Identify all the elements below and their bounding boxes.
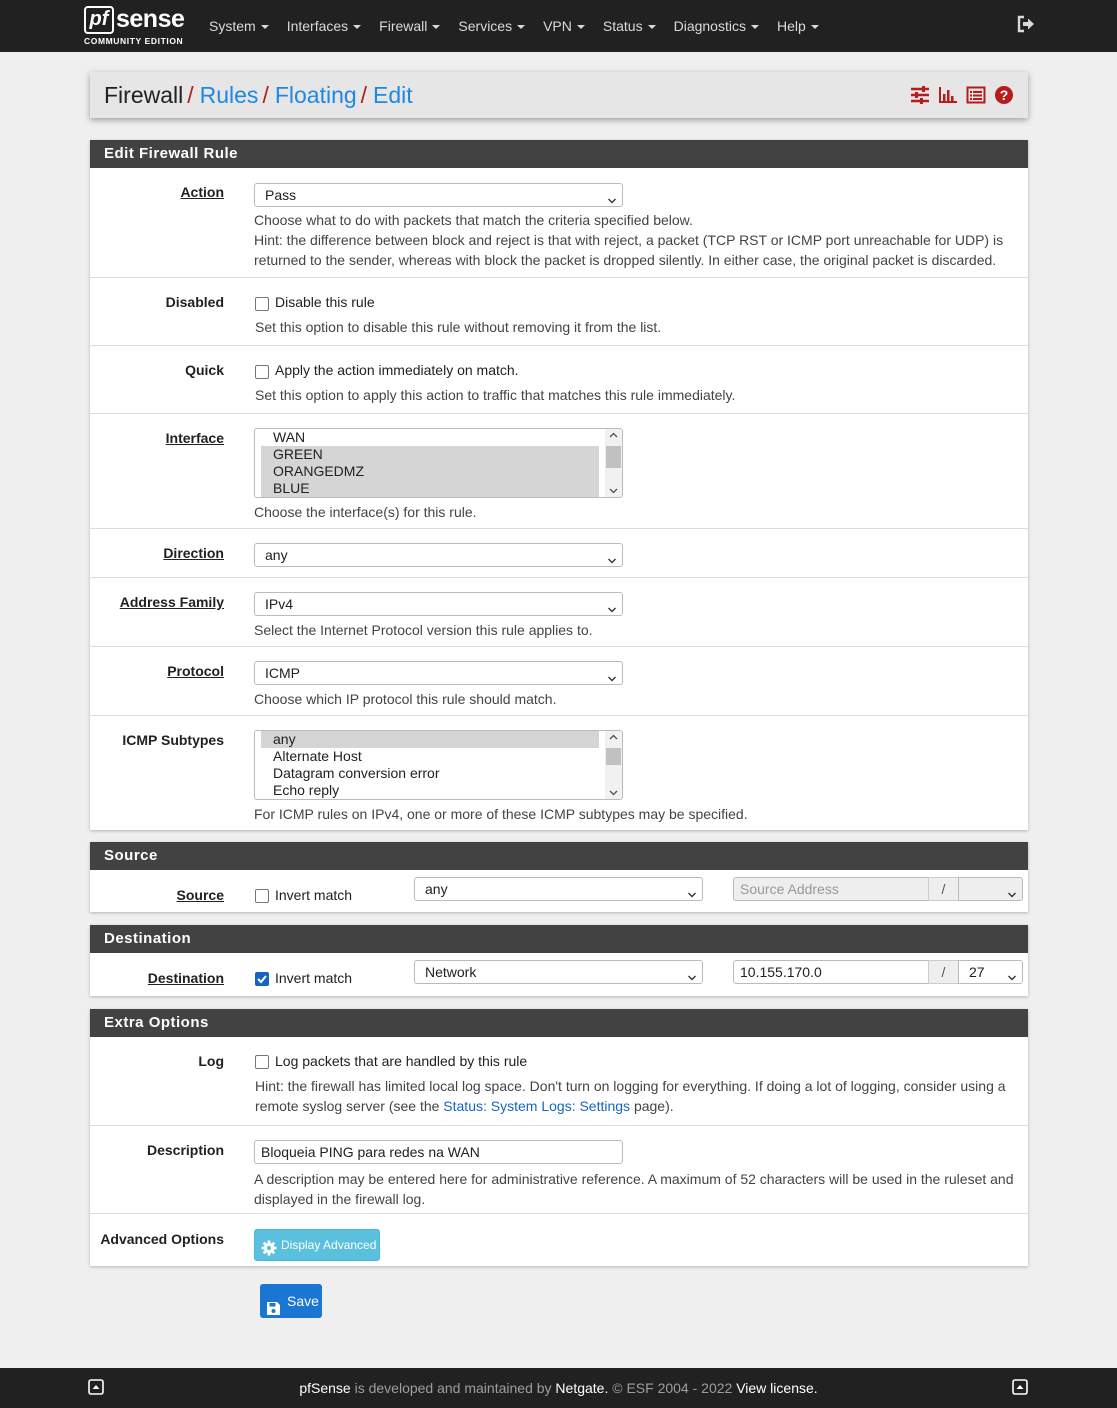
log-hint-text: remote syslog server (see the <box>255 1098 444 1114</box>
footer-text <box>0 1380 1117 1396</box>
chevron-down-icon <box>688 886 696 894</box>
destination-mask-value: 27 <box>969 964 985 980</box>
destination-row <box>90 953 1028 996</box>
log-label: Log <box>198 1053 224 1069</box>
action-row <box>90 168 1028 277</box>
log-row <box>90 1037 1028 1125</box>
advanced-options-label: Advanced Options <box>100 1231 224 1247</box>
destination-invert-checkbox[interactable] <box>255 972 269 986</box>
top-navbar <box>0 0 1117 52</box>
icmp-subtypes-multiselect[interactable] <box>254 730 623 800</box>
panel-heading: Source <box>90 842 1028 870</box>
extra-options-panel <box>90 1009 1028 1266</box>
footer-copyright: © ESF 2004 - 2022 <box>608 1380 737 1396</box>
destination-slash-addon: / <box>928 960 959 984</box>
breadcrumb-separator: / <box>360 82 368 108</box>
description-row <box>90 1125 1028 1213</box>
protocol-value: ICMP <box>265 665 300 681</box>
source-slash-addon: / <box>928 877 959 901</box>
action-select[interactable] <box>254 183 623 207</box>
protocol-label: Protocol <box>167 663 224 679</box>
chevron-down-icon <box>608 552 616 560</box>
menu-system[interactable]: System <box>200 18 278 34</box>
destination-type-select[interactable] <box>414 960 703 984</box>
menu-interfaces[interactable]: Interfaces <box>278 18 370 34</box>
quick-row <box>90 345 1028 413</box>
interface-option[interactable]: WAN <box>273 429 306 445</box>
destination-panel <box>90 925 1028 996</box>
quick-checkbox[interactable] <box>255 365 269 379</box>
description-input[interactable]: Bloqueia PING para redes na WAN <box>254 1140 623 1164</box>
footer-company-link[interactable]: Netgate. <box>555 1380 609 1396</box>
save-label: Save <box>287 1293 319 1309</box>
display-advanced-button[interactable] <box>254 1229 380 1261</box>
caret-down-icon <box>751 25 759 29</box>
caret-down-icon <box>432 25 440 29</box>
breadcrumb-separator: / <box>187 82 194 108</box>
source-label: Source <box>176 887 224 903</box>
destination-type-value: Network <box>425 964 477 980</box>
gear-icon <box>261 1237 277 1253</box>
breadcrumb-bar <box>90 72 1028 118</box>
interface-option[interactable]: GREEN <box>261 446 599 463</box>
disabled-label: Disabled <box>165 294 224 310</box>
interface-row <box>90 413 1028 528</box>
chevron-down-icon <box>608 670 616 678</box>
source-type-select[interactable] <box>414 877 703 901</box>
caret-down-icon <box>353 25 361 29</box>
destination-address-input[interactable]: 10.155.170.0 <box>733 960 929 984</box>
menu-help[interactable]: Help <box>768 18 828 34</box>
interface-help: Choose the interface(s) for this rule. <box>254 504 477 520</box>
breadcrumb-separator: / <box>262 82 269 108</box>
source-invert-checkbox[interactable] <box>255 889 269 903</box>
address-family-select[interactable] <box>254 592 623 616</box>
icmp-option[interactable]: any <box>261 731 599 748</box>
logo-sense-text: sense <box>116 5 185 33</box>
interface-multiselect[interactable] <box>254 428 623 498</box>
quick-checkbox-label[interactable]: Apply the action immediately on match. <box>275 362 519 378</box>
quick-help: Set this option to apply this action to traffic that matches this rule immediately. <box>255 387 736 403</box>
svg-text:?: ? <box>999 87 1009 103</box>
icmp-option[interactable]: Datagram conversion error <box>273 765 440 781</box>
logout-icon[interactable] <box>1016 14 1036 34</box>
action-value: Pass <box>265 187 297 203</box>
icmp-subtypes-row <box>90 715 1028 830</box>
address-family-label: Address Family <box>119 594 224 610</box>
caret-down-icon <box>811 25 819 29</box>
log-hint-text: page). <box>630 1098 674 1114</box>
caret-down-icon <box>648 25 656 29</box>
chevron-down-icon <box>688 969 696 977</box>
direction-select[interactable] <box>254 543 623 567</box>
panel-heading: Destination <box>90 925 1028 953</box>
interface-option[interactable]: ORANGEDMZ <box>261 463 599 480</box>
caret-down-icon <box>517 25 525 29</box>
source-invert-label[interactable]: Invert match <box>275 887 353 903</box>
address-family-help: Select the Internet Protocol version this rule applies to. <box>254 622 593 638</box>
advanced-options-row <box>90 1213 1028 1266</box>
page-footer <box>0 1368 1117 1408</box>
breadcrumb-rules[interactable]: Rules <box>199 82 259 108</box>
destination-label: Destination <box>147 970 224 986</box>
action-hint-line: Hint: the difference between block and reject is that with reject, a packet (TCP RST or ICMP port unreachable for UDP) is <box>254 232 1004 248</box>
description-help-line: displayed in the firewall log. <box>254 1191 426 1207</box>
interface-option[interactable]: BLUE <box>261 480 599 497</box>
destination-invert-label[interactable]: Invert match <box>275 970 353 986</box>
action-help-line: Choose what to do with packets that match the criteria specified below. <box>254 212 693 228</box>
sliders-icon[interactable] <box>910 85 930 105</box>
log-hint-line: Hint: the firewall has limited local log space. Don't turn on logging for everything. If doing a lot of logging, consider using a <box>255 1078 1006 1094</box>
menu-diagnostics[interactable]: Diagnostics <box>665 18 768 34</box>
footer-text-part: is developed and maintained by <box>350 1380 556 1396</box>
disabled-checkbox-label[interactable]: Disable this rule <box>275 294 375 310</box>
main-menu <box>200 0 828 52</box>
logo-edition: COMMUNITY EDITION <box>84 36 184 46</box>
chevron-down-icon <box>608 601 616 609</box>
disabled-checkbox[interactable] <box>255 297 269 311</box>
action-label: Action <box>180 184 224 200</box>
scrollbar[interactable] <box>605 429 622 497</box>
breadcrumb-edit[interactable]: Edit <box>373 82 413 108</box>
protocol-row <box>90 646 1028 715</box>
source-row <box>90 870 1028 912</box>
menu-status[interactable]: Status <box>594 18 665 34</box>
logo-pf-mark: pf <box>84 6 114 34</box>
action-help <box>254 210 1014 270</box>
icmp-subtypes-label: ICMP Subtypes <box>122 732 224 748</box>
list-log-icon[interactable] <box>966 85 986 105</box>
system-logs-settings-link[interactable]: Status: System Logs: Settings <box>443 1098 631 1114</box>
description-help-line: A description may be entered here for administrative reference. A maximum of 52 characters will be used in the ruleset and <box>254 1171 1014 1187</box>
protocol-help: Choose which IP protocol this rule should match. <box>254 691 557 707</box>
chevron-down-icon <box>1008 886 1016 894</box>
caret-down-icon <box>577 25 585 29</box>
breadcrumb <box>104 82 413 109</box>
scrollbar[interactable] <box>605 731 622 799</box>
description-help <box>254 1169 1014 1209</box>
view-license-link[interactable]: View license. <box>736 1380 818 1396</box>
source-panel <box>90 842 1028 912</box>
caret-down-icon <box>261 25 269 29</box>
direction-row <box>90 528 1028 577</box>
display-advanced-label: Display Advanced <box>281 1238 377 1252</box>
source-mask-select[interactable] <box>958 877 1023 901</box>
quick-label: Quick <box>185 362 224 378</box>
panel-heading: Edit Firewall Rule <box>90 140 1028 168</box>
footer-product: pfSense <box>299 1380 351 1396</box>
direction-label: Direction <box>163 545 224 561</box>
protocol-select[interactable] <box>254 661 623 685</box>
icmp-option[interactable]: Alternate Host <box>273 748 362 764</box>
save-icon <box>266 1294 281 1309</box>
scroll-to-top-icon[interactable] <box>1012 1379 1028 1395</box>
pfsense-logo[interactable] <box>84 6 194 46</box>
edit-rule-panel <box>90 140 1028 830</box>
menu-firewall[interactable]: Firewall <box>370 18 449 34</box>
shortcut-icons <box>910 85 1014 105</box>
chevron-down-icon <box>608 192 616 200</box>
breadcrumb-firewall: Firewall <box>104 82 184 108</box>
disabled-help: Set this option to disable this rule without removing it from the list. <box>255 319 662 335</box>
direction-value: any <box>265 547 288 563</box>
log-checkbox-label[interactable]: Log packets that are handled by this rule <box>275 1053 528 1069</box>
address-family-value: IPv4 <box>265 596 294 612</box>
menu-vpn[interactable]: VPN <box>534 18 594 34</box>
disabled-row <box>90 277 1028 345</box>
address-family-row <box>90 577 1028 646</box>
source-type-value: any <box>425 881 448 897</box>
icmp-option[interactable]: Echo reply <box>273 782 340 798</box>
log-help <box>255 1076 1015 1116</box>
icmp-subtypes-help: For ICMP rules on IPv4, one or more of these ICMP subtypes may be specified. <box>254 806 748 822</box>
log-hint-line <box>255 1096 1015 1116</box>
chevron-down-icon <box>1008 969 1016 977</box>
destination-mask-select[interactable] <box>958 960 1023 984</box>
menu-services[interactable]: Services <box>449 18 534 34</box>
description-label: Description <box>146 1142 224 1158</box>
breadcrumb-floating[interactable]: Floating <box>274 82 357 108</box>
interface-label: Interface <box>165 430 224 446</box>
log-checkbox[interactable] <box>255 1055 269 1069</box>
source-address-input[interactable]: Source Address <box>733 877 929 901</box>
bar-chart-icon[interactable] <box>938 85 958 105</box>
panel-heading: Extra Options <box>90 1009 1028 1037</box>
help-icon[interactable] <box>994 85 1014 105</box>
save-button[interactable] <box>260 1284 322 1318</box>
action-hint-line: returned to the sender, whereas with block the packet is dropped silently. In either case, the original packet is discarded. <box>254 252 997 268</box>
